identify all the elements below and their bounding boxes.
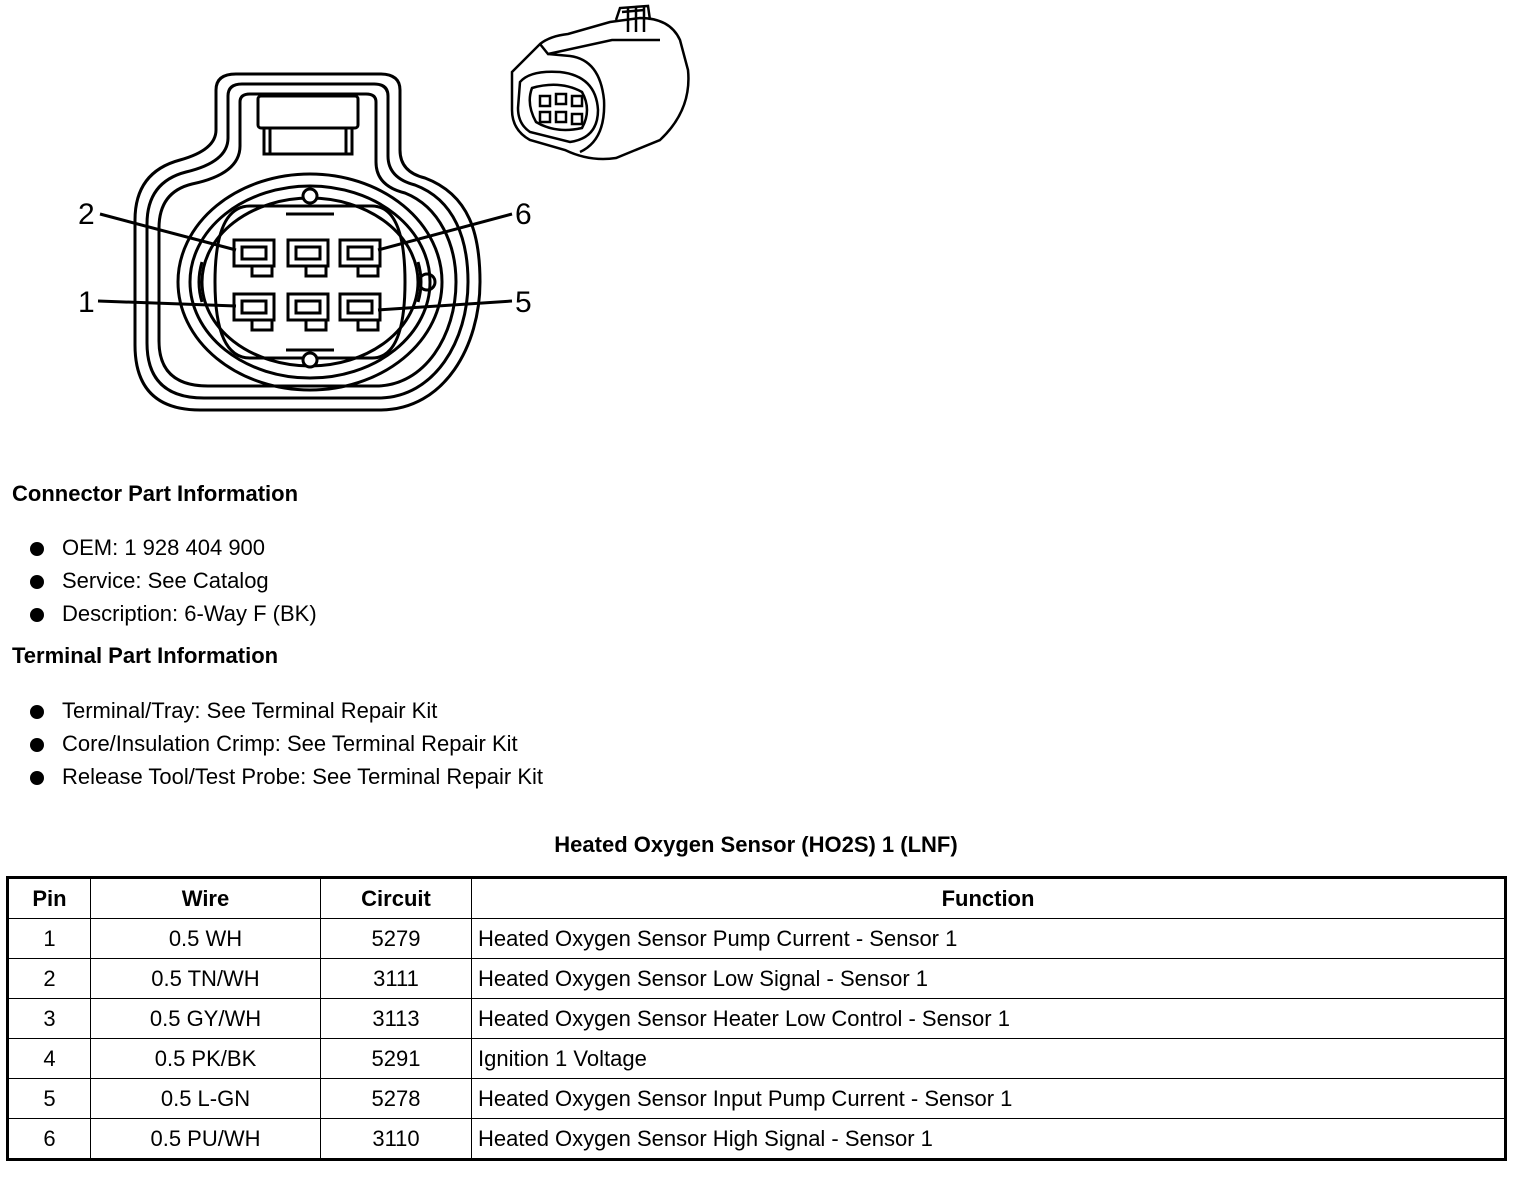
terminal-cavity [340, 240, 380, 276]
terminal-cavity-area [215, 206, 405, 358]
function-cell: Heated Oxygen Sensor Pump Current - Sensor 1 [472, 919, 1506, 959]
table-row [8, 1079, 1506, 1119]
pin-cell: 4 [8, 1039, 91, 1079]
terminal-cavity [288, 240, 328, 276]
wire-cell: 0.5 L-GN [91, 1079, 321, 1119]
pin-label-6: 6 [515, 198, 532, 231]
wire-cell: 0.5 TN/WH [91, 959, 321, 999]
table-row [8, 959, 1506, 999]
terminal-cavity [340, 294, 380, 330]
column-header-circuit: Circuit [321, 878, 472, 919]
pin-label-5: 5 [515, 286, 532, 319]
column-header-pin: Pin [8, 878, 91, 919]
wire-cell: 0.5 GY/WH [91, 999, 321, 1039]
wire-cell: 0.5 PK/BK [91, 1039, 321, 1079]
function-cell: Ignition 1 Voltage [472, 1039, 1506, 1079]
table-row [8, 919, 1506, 959]
connector-isometric-view [512, 6, 688, 159]
bullet-icon [30, 575, 44, 589]
table-row [8, 1119, 1506, 1160]
bullet-icon [30, 738, 44, 752]
pin-cell: 6 [8, 1119, 91, 1160]
wire-cell: 0.5 PU/WH [91, 1119, 321, 1160]
list-item: Terminal/Tray: See Terminal Repair Kit [30, 698, 543, 731]
terminal-cavity [234, 240, 274, 276]
circuit-cell: 3111 [321, 959, 472, 999]
bullet-icon [30, 542, 44, 556]
wire-cell: 0.5 WH [91, 919, 321, 959]
function-cell: Heated Oxygen Sensor Heater Low Control - Sensor 1 [472, 999, 1506, 1039]
table-row [8, 1039, 1506, 1079]
bullet-icon [30, 771, 44, 785]
table-title: Heated Oxygen Sensor (HO2S) 1 (LNF) [554, 832, 958, 857]
circuit-cell: 5278 [321, 1079, 472, 1119]
pin-table [6, 876, 1507, 1161]
list-item: Core/Insulation Crimp: See Terminal Repair Kit [30, 731, 543, 764]
list-item: Description: 6-Way F (BK) [30, 601, 317, 634]
list-item: Service: See Catalog [30, 568, 317, 601]
connector-info-heading: Connector Part Information [12, 481, 299, 506]
index-dot-top [303, 189, 317, 203]
connector-info-list [30, 535, 317, 634]
terminal-info-heading: Terminal Part Information [12, 643, 279, 668]
list-item: Release Tool/Test Probe: See Terminal Repair Kit [30, 764, 543, 797]
latch [258, 96, 358, 128]
terminal-cavity [288, 294, 328, 330]
pin-cell: 1 [8, 919, 91, 959]
column-header-wire: Wire [91, 878, 321, 919]
bullet-icon [30, 705, 44, 719]
terminal-info-list [30, 698, 543, 797]
terminal-cavity [234, 294, 274, 330]
circuit-cell: 5279 [321, 919, 472, 959]
circuit-cell: 3113 [321, 999, 472, 1039]
function-cell: Heated Oxygen Sensor High Signal - Sensor 1 [472, 1119, 1506, 1160]
function-cell: Heated Oxygen Sensor Input Pump Current - Sensor 1 [472, 1079, 1506, 1119]
connector-diagram [0, 0, 760, 450]
list-item: OEM: 1 928 404 900 [30, 535, 317, 568]
circuit-cell: 3110 [321, 1119, 472, 1160]
pin-cell: 2 [8, 959, 91, 999]
leader-line-pin-5 [378, 301, 512, 310]
leader-line-pin-2 [100, 214, 236, 250]
circuit-cell: 5291 [321, 1039, 472, 1079]
pin-cell: 5 [8, 1079, 91, 1119]
table-header-row [8, 878, 1506, 919]
pin-label-1: 1 [78, 286, 95, 319]
bullet-icon [30, 608, 44, 622]
column-header-function: Function [472, 878, 1506, 919]
pin-label-2: 2 [78, 198, 95, 231]
index-dot-bottom [303, 353, 317, 367]
table-row [8, 999, 1506, 1039]
function-cell: Heated Oxygen Sensor Low Signal - Sensor 1 [472, 959, 1506, 999]
pin-cell: 3 [8, 999, 91, 1039]
